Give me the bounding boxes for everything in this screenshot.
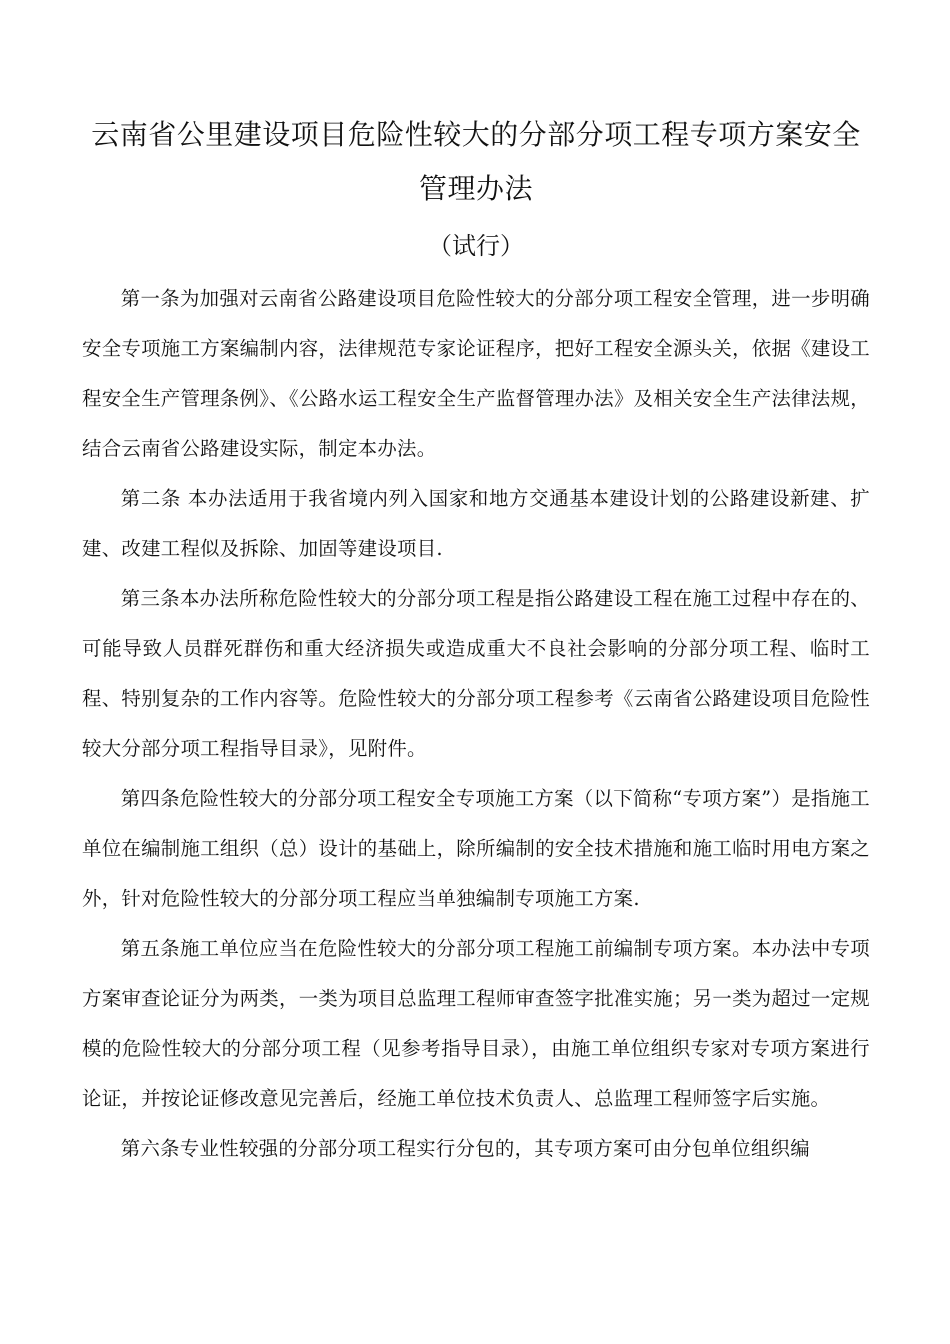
article-5: 第五条施工单位应当在危险性较大的分部分项工程施工前编制专项方案。本办法中专项方案审查论证分为两类，一类为项目总监理工程师审查签字批准实施；另一类为超过一定规模的危险性较大的分部分项工程（见参考指导目录），由施工单位组织专家对专项方案进行论证，并按论证修改意见完善后，经施工单位技术负责人、总监理工程师签字后实施。 xyxy=(82,937,870,1110)
article-4: 第四条危险性较大的分部分项工程安全专项施工方案（以下简称“专项方案”）是指施工单位在编制施工组织（总）设计的基础上，除所编制的安全技术措施和施工临时用电方案之外，针对危险性较大的分部分项工程应当单独编制专项施工方案. xyxy=(82,787,870,910)
article-6: 第六条专业性较强的分部分项工程实行分包的，其专项方案可由分包单位组织编 xyxy=(120,1137,810,1160)
article-2: 第二条 本办法适用于我省境内列入国家和地方交通基本建设计划的公路建设新建、扩建、改建工程似及拆除、加固等建设项目. xyxy=(82,487,870,560)
article-3: 第三条本办法所称危险性较大的分部分项工程是指公路建设工程在施工过程中存在的、可能导致人员群死群伤和重大经济损失或造成重大不良社会影响的分部分项工程、临时工程、特别复杂的工作内容等。危险性较大的分部分项工程参考《云南省公路建设项目危险性较大分部分项工程指导目录》，见附件。 xyxy=(82,587,870,760)
document-subtitle: （试行） xyxy=(428,232,524,260)
document-title: 云南省公里建设项目危险性较大的分部分项工程专项方案安全管理办法 xyxy=(91,118,861,205)
article-1: 第一条为加强对云南省公路建设项目危险性较大的分部分项工程安全管理，进一步明确安全专项施工方案编制内容，法律规范专家论证程序，把好工程安全源头关，依据《建设工程安全生产管理条例》、《公路水运工程安全生产监督管理办法》及相关安全生产法律法规，结合云南省公路建设实际，制定本办法。 xyxy=(82,287,870,460)
